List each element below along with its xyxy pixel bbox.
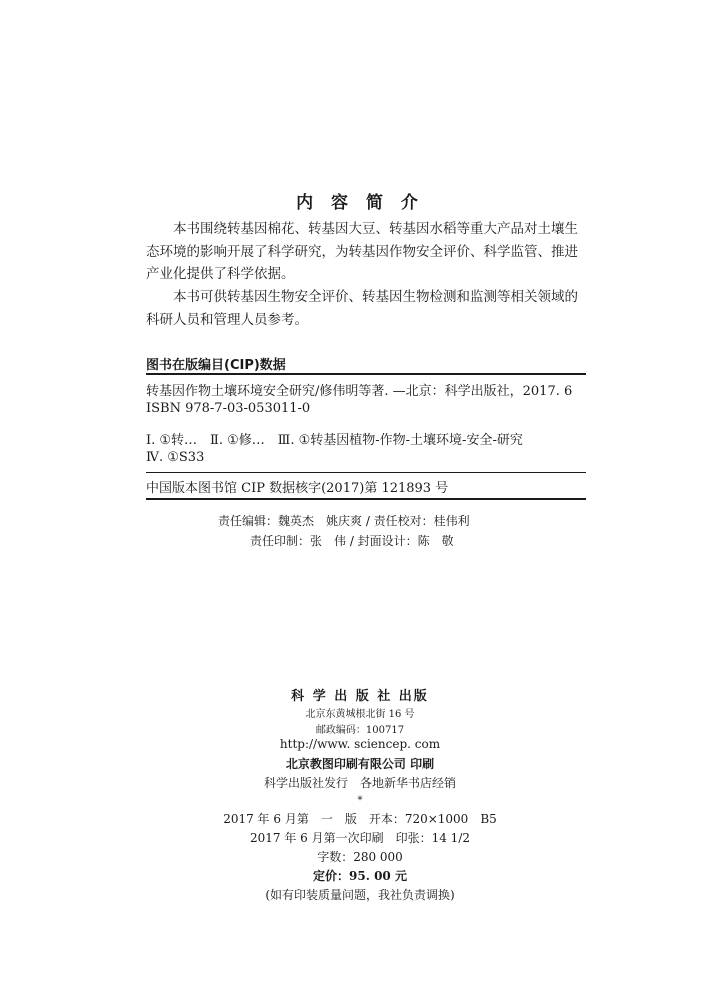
price: 定价：95. 00 元 bbox=[313, 869, 407, 883]
cip-core-number: 中国版本图书馆 CIP 数据核字(2017)第 121893 号 bbox=[146, 481, 449, 496]
credits-line: 责任编辑：魏英杰 姚庆爽 / 责任校对：桂伟利 bbox=[218, 514, 470, 528]
quality-note: (如有印装质量问题，我社负责调换) bbox=[265, 888, 455, 902]
divider bbox=[146, 472, 586, 473]
printer: 北京教图印刷有限公司 印刷 bbox=[285, 757, 435, 771]
address: 北京东黄城根北街 16 号 bbox=[305, 709, 415, 720]
publisher: 科 学 出 版 社 出版 bbox=[291, 689, 429, 704]
edition: 2017 年 6 月第 一 版 开本：720×1000 B5 bbox=[223, 812, 497, 826]
summary-paragraph: 本书可供转基因生物安全评价、转基因生物检测和监测等相关领域的科研人员和管理人员参考。 bbox=[146, 289, 578, 328]
distribution: 科学出版社发行 各地新华书店经销 bbox=[263, 776, 456, 790]
summary-paragraph: 本书围绕转基因棉花、转基因大豆、转基因水稻等重大产品对土壤生态环境的影响开展了科学研究，为转基因作物安全评价、科学监管、推进产业化提供了科学依据。 bbox=[146, 221, 578, 282]
postcode: 邮政编码：100717 bbox=[315, 725, 405, 736]
cip-line: Ⅳ. ①S33 bbox=[146, 450, 205, 465]
cip-line: Ⅰ. ①转… Ⅱ. ①修… Ⅲ. ①转基因植物-作物-土壤环境-安全-研究 bbox=[146, 433, 523, 448]
cip-line: ISBN 978-7-03-053011-0 bbox=[146, 401, 311, 416]
credits-line: 责任印制：张 伟 / 封面设计：陈 敬 bbox=[250, 534, 454, 548]
word-count: 字数：280 000 bbox=[317, 850, 403, 864]
separator-star: * bbox=[357, 795, 363, 806]
printing: 2017 年 6 月第一次印刷 印张：14 1/2 bbox=[249, 831, 470, 845]
divider bbox=[146, 373, 586, 375]
divider bbox=[146, 498, 586, 500]
cip-heading: 图书在版编目(CIP)数据 bbox=[146, 358, 286, 373]
summary-title: 内 容 简 介 bbox=[296, 193, 424, 213]
website: http://www. sciencep. com bbox=[279, 737, 441, 751]
cip-line: 转基因作物土壤环境安全研究/修伟明等著. —北京：科学出版社，2017. 6 bbox=[146, 384, 573, 399]
